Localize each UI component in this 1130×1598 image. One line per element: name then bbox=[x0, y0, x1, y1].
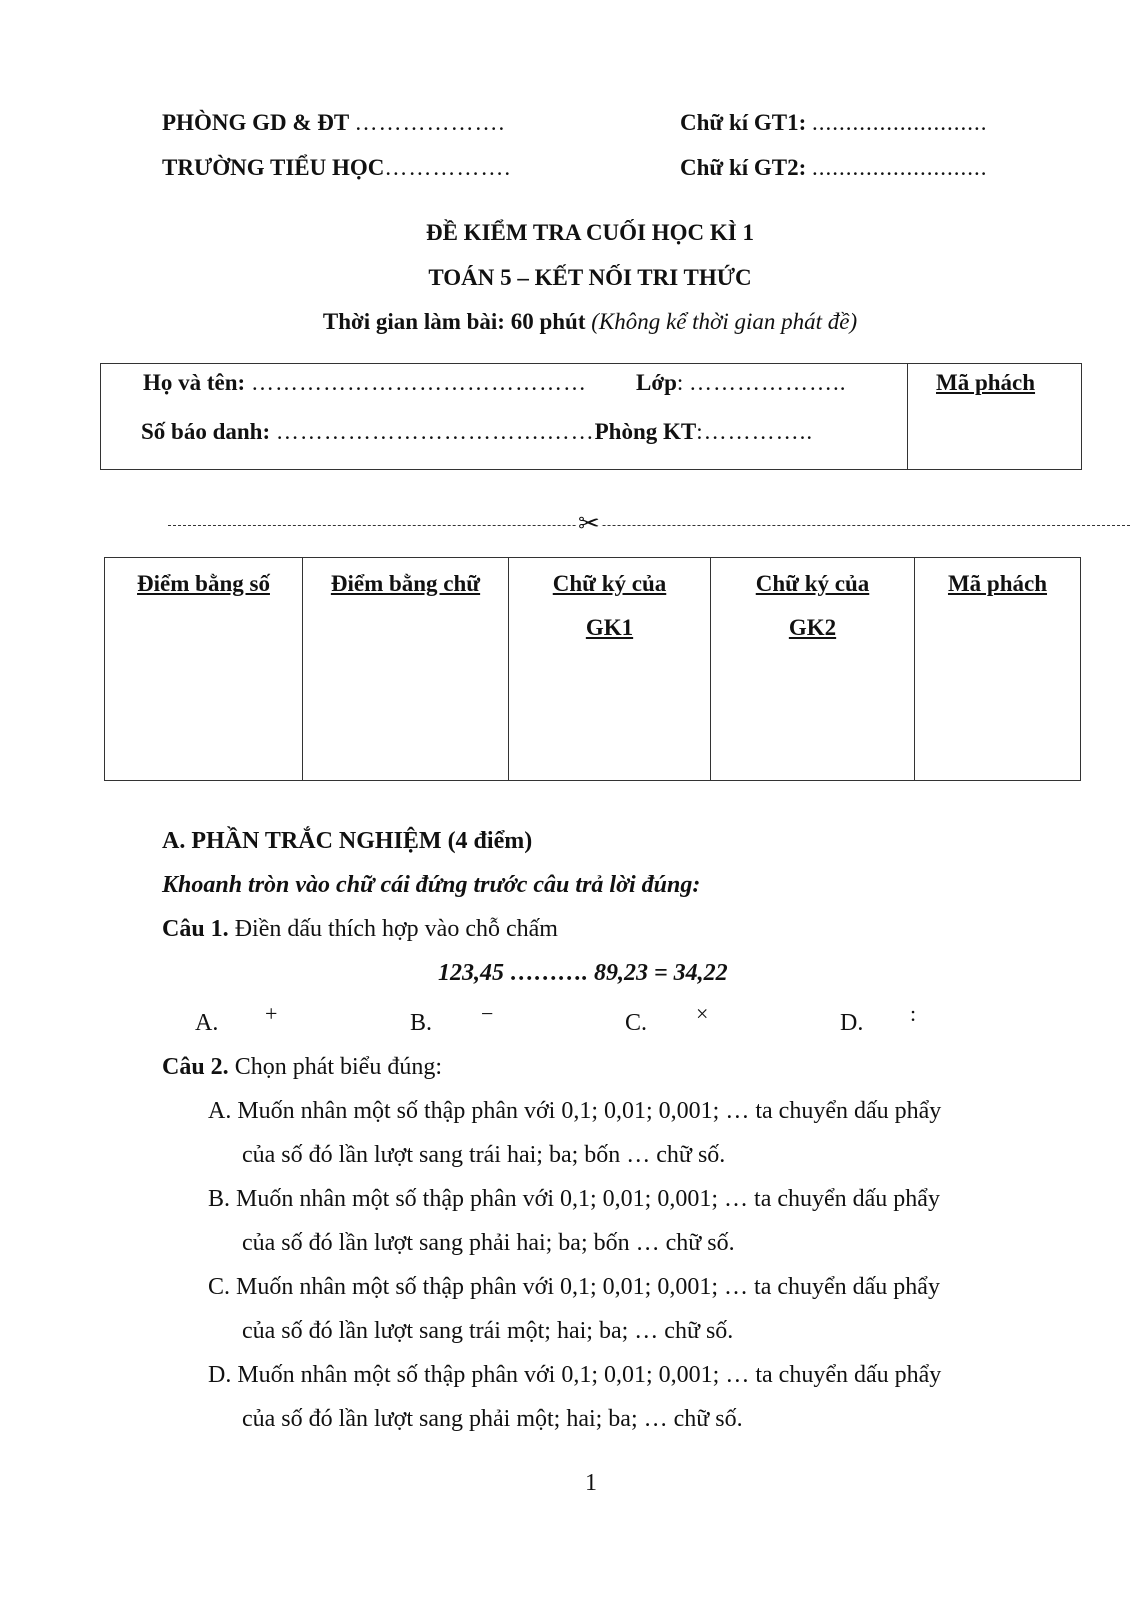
q2-option-d-letter: D. bbox=[208, 1362, 232, 1388]
exam-room-blank: :………….. bbox=[696, 419, 814, 444]
secret-code-cell bbox=[915, 558, 1081, 781]
expression-right: 89,23 = 34,22 bbox=[594, 960, 728, 986]
school-blank: ……………. bbox=[384, 155, 512, 180]
expression-blank: ………. bbox=[510, 960, 588, 986]
q1-option-d[interactable] bbox=[840, 1010, 863, 1037]
q2-option-a[interactable] bbox=[208, 1098, 941, 1125]
exam-title: ĐỀ KIỂM TRA CUỐI HỌC KÌ 1 bbox=[425, 220, 754, 245]
question-2-label: Câu 2. bbox=[162, 1054, 229, 1080]
section-a-instruction: Khoanh tròn vào chữ cái đứng trước câu trả lời đúng: bbox=[162, 872, 701, 898]
duration-note: (Không kể thời gian phát đề) bbox=[591, 309, 858, 334]
minus-symbol: − bbox=[481, 1001, 494, 1026]
exam-room-label: Phòng KT bbox=[594, 419, 697, 444]
q2-option-b-letter: B. bbox=[208, 1186, 231, 1212]
score-number-cell bbox=[105, 558, 303, 781]
candidate-number-blank: …………………………….…… bbox=[275, 419, 595, 444]
multiply-symbol: × bbox=[696, 1001, 709, 1026]
expression-left: 123,45 bbox=[438, 960, 504, 986]
question-1 bbox=[162, 916, 558, 943]
q1-option-d-letter: D. bbox=[840, 1010, 864, 1036]
score-number-header: Điểm bằng số bbox=[137, 571, 270, 596]
q2-option-b-continued: của số đó lần lượt sang phải hai; ba; bốn … chữ số. bbox=[242, 1230, 735, 1256]
q2-option-a-continued: của số đó lần lượt sang trái hai; ba; bốn … chữ số. bbox=[242, 1142, 726, 1168]
candidate-number-label: Số báo danh: bbox=[141, 419, 271, 444]
divide-symbol: : bbox=[910, 1001, 917, 1026]
supervisor1-blank: .......................... bbox=[812, 110, 988, 135]
question-2-text: Chọn phát biểu đúng: bbox=[234, 1054, 443, 1080]
page-number: 1 bbox=[585, 1470, 597, 1496]
name-blank: …………………………………… bbox=[250, 370, 587, 395]
q2-option-b-text: Muốn nhân một số thập phân với 0,1; 0,01; 0,001; … ta chuyển dấu phẩy bbox=[236, 1186, 940, 1212]
score-words-cell bbox=[303, 558, 509, 781]
question-1-text: Điền dấu thích hợp vào chỗ chấm bbox=[234, 916, 558, 942]
dept-blank: ………………. bbox=[354, 110, 506, 135]
question-1-expression bbox=[438, 960, 728, 987]
supervisor1-label: Chữ kí GT1: bbox=[680, 110, 807, 135]
q2-option-a-letter: A. bbox=[208, 1098, 232, 1124]
class-label: Lớp bbox=[636, 370, 677, 395]
class-blank: ……………….. bbox=[689, 370, 847, 395]
grader1-cell bbox=[509, 558, 711, 781]
scissors-icon: ✂ bbox=[578, 509, 600, 538]
q2-option-b[interactable] bbox=[208, 1186, 940, 1213]
score-words-header: Điểm bằng chữ bbox=[330, 571, 481, 596]
supervisor1-signature-line bbox=[680, 110, 988, 136]
q2-option-c-text: Muốn nhân một số thập phân với 0,1; 0,01; 0,001; … ta chuyển dấu phẩy bbox=[236, 1274, 940, 1300]
grader2-subheader: GK2 bbox=[788, 615, 837, 640]
question-2 bbox=[162, 1054, 442, 1081]
duration-text: Thời gian làm bài: 60 phút bbox=[322, 309, 586, 334]
supervisor2-blank: .......................... bbox=[812, 155, 988, 180]
exam-duration bbox=[0, 309, 1130, 335]
question-1-label: Câu 1. bbox=[162, 916, 229, 942]
school-line bbox=[162, 155, 511, 181]
score-table bbox=[104, 557, 1081, 781]
q2-option-d-continued: của số đó lần lượt sang phải một; hai; ba; … chữ số. bbox=[242, 1406, 743, 1432]
dept-line bbox=[162, 110, 505, 136]
q2-option-c-letter: C. bbox=[208, 1274, 231, 1300]
score-table-row bbox=[105, 558, 1081, 781]
supervisor2-signature-line bbox=[680, 155, 988, 181]
grader2-cell bbox=[711, 558, 915, 781]
cut-line bbox=[168, 525, 1130, 526]
q2-option-d-text: Muốn nhân một số thập phân với 0,1; 0,01; 0,001; … ta chuyển dấu phẩy bbox=[237, 1362, 942, 1388]
school-label: TRƯỜNG TIỂU HỌC bbox=[162, 155, 385, 180]
q1-option-b[interactable] bbox=[410, 1010, 432, 1037]
name-line bbox=[143, 370, 587, 396]
supervisor2-label: Chữ kí GT2: bbox=[680, 155, 807, 180]
info-box-divider bbox=[907, 364, 908, 469]
exam-subject: TOÁN 5 – KẾT NỐI TRI THỨC bbox=[428, 265, 752, 290]
q2-option-a-text: Muốn nhân một số thập phân với 0,1; 0,01; 0,001; … ta chuyển dấu phẩy bbox=[237, 1098, 942, 1124]
class-colon: : bbox=[676, 370, 684, 395]
q2-option-d[interactable] bbox=[208, 1362, 941, 1389]
q2-option-c[interactable] bbox=[208, 1274, 940, 1301]
q2-option-c-continued: của số đó lần lượt sang trái một; hai; ba; … chữ số. bbox=[242, 1318, 734, 1344]
grader1-subheader: GK1 bbox=[585, 615, 634, 640]
q1-option-c[interactable] bbox=[625, 1010, 647, 1037]
dept-label: PHÒNG GD & ĐT bbox=[162, 110, 349, 135]
plus-symbol: + bbox=[265, 1001, 278, 1026]
student-info-box bbox=[100, 363, 1082, 470]
q1-option-c-letter: C. bbox=[625, 1010, 648, 1036]
candidate-number-line bbox=[141, 419, 813, 445]
secret-code-label: Mã phách bbox=[936, 370, 1036, 395]
q1-option-a-letter: A. bbox=[195, 1010, 219, 1036]
q1-option-a[interactable] bbox=[195, 1010, 218, 1037]
section-a-title: A. PHẦN TRẮC NGHIỆM (4 điểm) bbox=[162, 828, 533, 854]
grader1-header: Chữ ký của bbox=[552, 571, 667, 596]
q1-option-b-letter: B. bbox=[410, 1010, 433, 1036]
class-line bbox=[636, 370, 847, 396]
secret-code-header: Mã phách bbox=[947, 571, 1048, 596]
name-label: Họ và tên: bbox=[143, 370, 246, 395]
grader2-header: Chữ ký của bbox=[755, 571, 870, 596]
